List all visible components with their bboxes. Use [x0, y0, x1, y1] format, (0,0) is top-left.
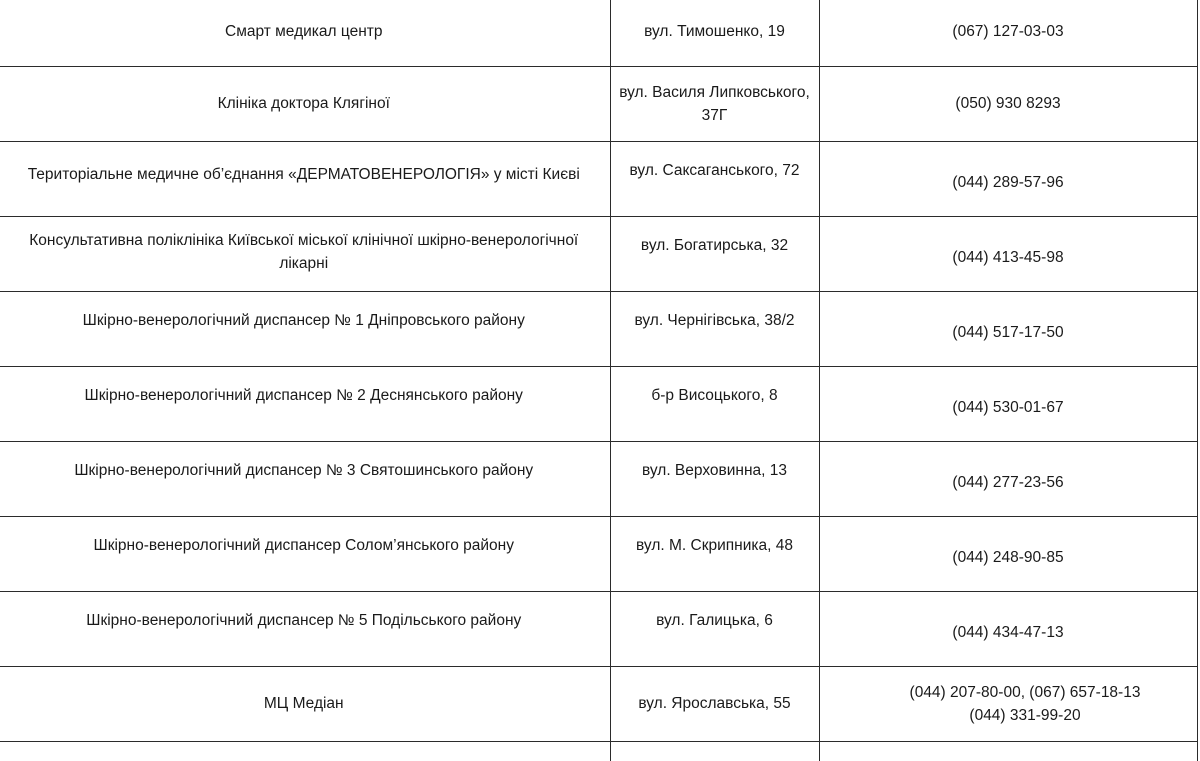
clinic-name-cell — [0, 441, 610, 516]
clinic-name-cell — [0, 141, 610, 216]
clinic-name: Шкірно-венерологічний диспансер № 1 Дніпровського району — [82, 312, 525, 329]
clinic-name-cell — [0, 66, 610, 141]
clinic-phone-cell — [819, 216, 1197, 291]
clinic-address: вул. Василя Липковського, 37Г — [619, 83, 810, 124]
clinic-address-cell — [610, 516, 819, 591]
clinic-name: Смарт медикал центр — [225, 22, 383, 40]
table-row — [0, 216, 1197, 291]
clinic-phone-cell — [819, 441, 1197, 516]
clinic-phone-cell — [819, 366, 1197, 441]
table-row — [0, 666, 1197, 741]
clinic-phone-cell — [819, 741, 1197, 761]
table-row — [0, 0, 1197, 66]
clinic-phone-line: (044) 207-80-00, (067) 657-18-13 — [909, 683, 1141, 701]
clinic-phone: (044) 289-57-96 — [952, 174, 1064, 191]
table-row — [0, 591, 1197, 666]
table-row — [0, 291, 1197, 366]
clinic-phone-cell — [819, 516, 1197, 591]
clinic-name-cell — [0, 666, 610, 741]
clinic-phone-cell — [819, 141, 1197, 216]
clinic-address: вул. Чернігівська, 38/2 — [634, 312, 795, 329]
clinic-phone-cell — [819, 591, 1197, 666]
clinic-address-cell — [610, 666, 819, 741]
clinic-address-cell — [610, 591, 819, 666]
table-row — [0, 66, 1197, 141]
clinic-name-cell — [0, 0, 610, 66]
clinic-phone: (050) 930 8293 — [955, 95, 1061, 112]
clinic-address-cell — [610, 741, 819, 761]
clinic-name-cell — [0, 591, 610, 666]
clinic-phone-cell — [819, 66, 1197, 141]
clinic-phone-cell — [819, 291, 1197, 366]
clinic-phone: (044) 248-90-85 — [952, 549, 1064, 566]
clinic-phone: (044) 277-23-56 — [952, 474, 1064, 491]
table-row — [0, 516, 1197, 591]
clinic-name: Шкірно-венерологічний диспансер Солом’янського району — [93, 537, 514, 554]
table-row — [0, 366, 1197, 441]
clinic-name-cell — [0, 741, 610, 761]
clinic-name: Шкірно-венерологічний диспансер № 5 Подільського району — [86, 612, 522, 629]
clinic-name: Клініка доктора Клягіної — [217, 95, 390, 112]
clinic-name: Шкірно-венерологічний диспансер № 3 Святошинського району — [74, 462, 534, 479]
table-row-partial — [0, 741, 1197, 761]
clinic-phone: (044) 434-47-13 — [952, 624, 1064, 641]
clinic-name: Консультативна поліклініка Київської міської клінічної шкірно-венерологічної лікарні — [29, 231, 579, 272]
clinic-phone: (044) 413-45-98 — [952, 249, 1064, 266]
clinic-address: вул. Галицька, 6 — [656, 612, 773, 629]
clinic-phone: (044) 530-01-67 — [952, 399, 1064, 416]
clinic-address: б-р Висоцького, 8 — [651, 387, 778, 404]
clinic-address-cell — [610, 291, 819, 366]
clinic-phone-cell — [819, 666, 1197, 741]
clinic-address: вул. М. Скрипника, 48 — [636, 537, 793, 554]
table-row — [0, 441, 1197, 516]
clinic-address: вул. Ярославська, 55 — [638, 695, 791, 712]
clinic-address-cell — [610, 441, 819, 516]
clinic-address-cell — [610, 66, 819, 141]
clinic-name: Шкірно-венерологічний диспансер № 2 Деснянського району — [84, 387, 523, 404]
clinic-address: вул. Верховинна, 13 — [641, 462, 788, 479]
clinic-name: Територіальне медичне об’єднання «ДЕРМАТОВЕНЕРОЛОГІЯ» у місті Києві — [27, 166, 580, 183]
clinic-name-cell — [0, 366, 610, 441]
clinic-name-cell — [0, 291, 610, 366]
clinic-address: вул. Тимошенко, 19 — [644, 22, 785, 40]
clinic-address-cell — [610, 366, 819, 441]
clinic-phone: (067) 127-03-03 — [952, 22, 1064, 40]
clinic-address-cell — [610, 141, 819, 216]
clinic-name-cell — [0, 516, 610, 591]
clinic-address-cell — [610, 216, 819, 291]
clinic-address: вул. Богатирська, 32 — [640, 237, 789, 254]
clinic-address: вул. Саксаганського, 72 — [629, 162, 800, 179]
clinic-phone-line: (044) 331-99-20 — [969, 706, 1081, 724]
clinic-address-cell — [610, 0, 819, 66]
clinic-phone-cell — [819, 0, 1197, 66]
clinic-name: МЦ Медіан — [263, 695, 344, 712]
clinic-phone: (044) 517-17-50 — [952, 324, 1064, 341]
clinic-name-cell — [0, 216, 610, 291]
table-row — [0, 141, 1197, 216]
